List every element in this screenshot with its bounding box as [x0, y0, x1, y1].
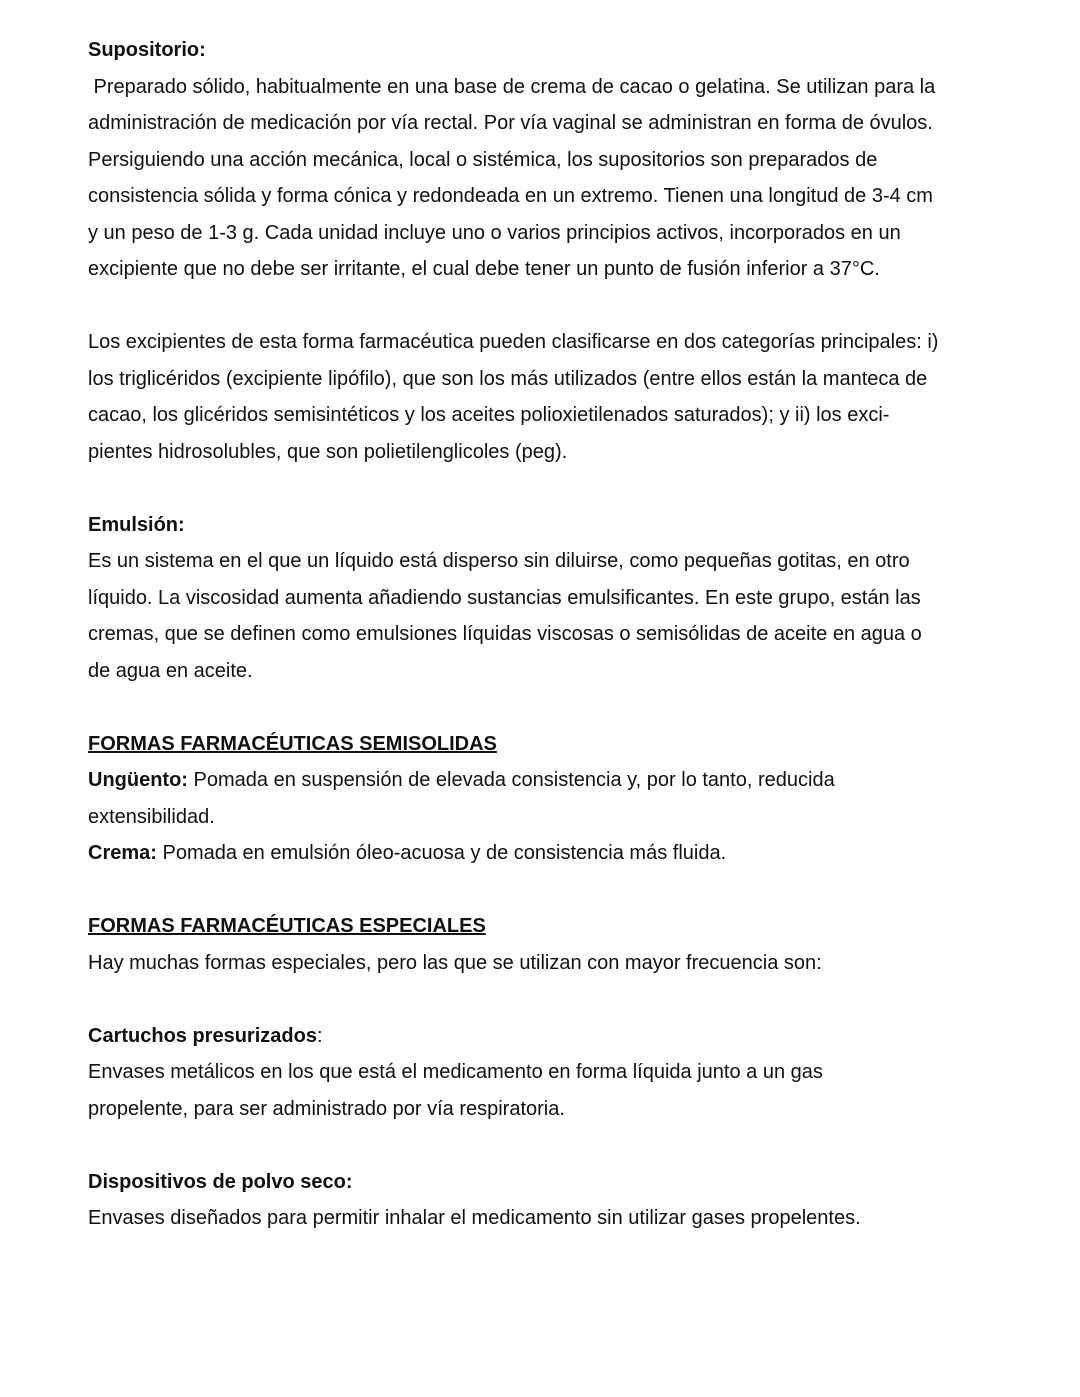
section-heading: FORMAS FARMACÉUTICAS SEMISOLIDAS	[88, 732, 497, 755]
term-label: Crema:	[88, 842, 157, 864]
document-content	[88, 32, 998, 1237]
paragraph-line: propelente, para ser administrado por vía respiratoria.	[88, 1097, 565, 1120]
paragraph-line: líquido. La viscosidad aumenta añadiendo sustancias emulsificantes. En este grupo, están las	[88, 586, 921, 609]
section-title: Supositorio:	[88, 39, 206, 61]
term-text: Pomada en suspensión de elevada consistencia y, por lo tanto, reducida	[187, 769, 835, 791]
colon: :	[316, 1024, 323, 1047]
paragraph-line: Los excipientes de esta forma farmacéutica pueden clasificarse en dos categorías principales: i)	[88, 331, 939, 353]
section-title: Emulsión:	[88, 513, 185, 536]
paragraph-line: Preparado sólido, habitualmente en una base de crema de cacao o gelatina. Se utilizan para la	[88, 75, 936, 98]
term-label: Ungüento:	[88, 769, 188, 791]
term-text: Pomada en emulsión óleo-acuosa y de consistencia más fluida.	[156, 842, 727, 864]
paragraph-line: y un peso de 1-3 g. Cada unidad incluye uno o varios principios activos, incorporados en un	[88, 221, 901, 244]
paragraph-line: Envases metálicos en los que está el medicamento en forma líquida junto a un gas	[88, 1061, 823, 1083]
paragraph-line: excipiente que no debe ser irritante, el cual debe tener un punto de fusión inferior a 37°C.	[88, 258, 880, 280]
paragraph-line: administración de medicación por vía rectal. Por vía vaginal se administran en forma de óvulos.	[88, 112, 933, 134]
paragraph-line: de agua en aceite.	[88, 659, 253, 682]
term-text: extensibilidad.	[88, 805, 215, 828]
paragraph-line: cacao, los glicéridos semisintéticos y los aceites polioxietilenados saturados); y ii) los exci-	[88, 404, 890, 426]
paragraph-line: Envases diseñados para permitir inhalar el medicamento sin utilizar gases propelentes.	[88, 1207, 861, 1229]
paragraph-line: consistencia sólida y forma cónica y redondeada en un extremo. Tienen una longitud de 3-4 cm	[88, 185, 933, 207]
paragraph-line: cremas, que se definen como emulsiones líquidas viscosas o semisólidas de aceite en agua o	[88, 623, 922, 645]
paragraph-line: Es un sistema en el que un líquido está disperso sin diluirse, como pequeñas gotitas, en otro	[88, 550, 910, 572]
paragraph-line: Hay muchas formas especiales, pero las que se utilizan con mayor frecuencia son:	[88, 951, 822, 974]
section-heading: FORMAS FARMACÉUTICAS ESPECIALES	[88, 915, 486, 937]
paragraph-line: pientes hidrosolubles, que son polietilenglicoles (peg).	[88, 440, 568, 463]
section-title: Cartuchos presurizados	[88, 1024, 317, 1047]
paragraph-line: Persiguiendo una acción mecánica, local o sistémica, los supositorios son preparados de	[88, 148, 878, 171]
paragraph-line: los triglicéridos (excipiente lipófilo), que son los más utilizados (entre ellos están la manteca de	[88, 367, 928, 390]
section-title: Dispositivos de polvo seco:	[88, 1170, 353, 1193]
